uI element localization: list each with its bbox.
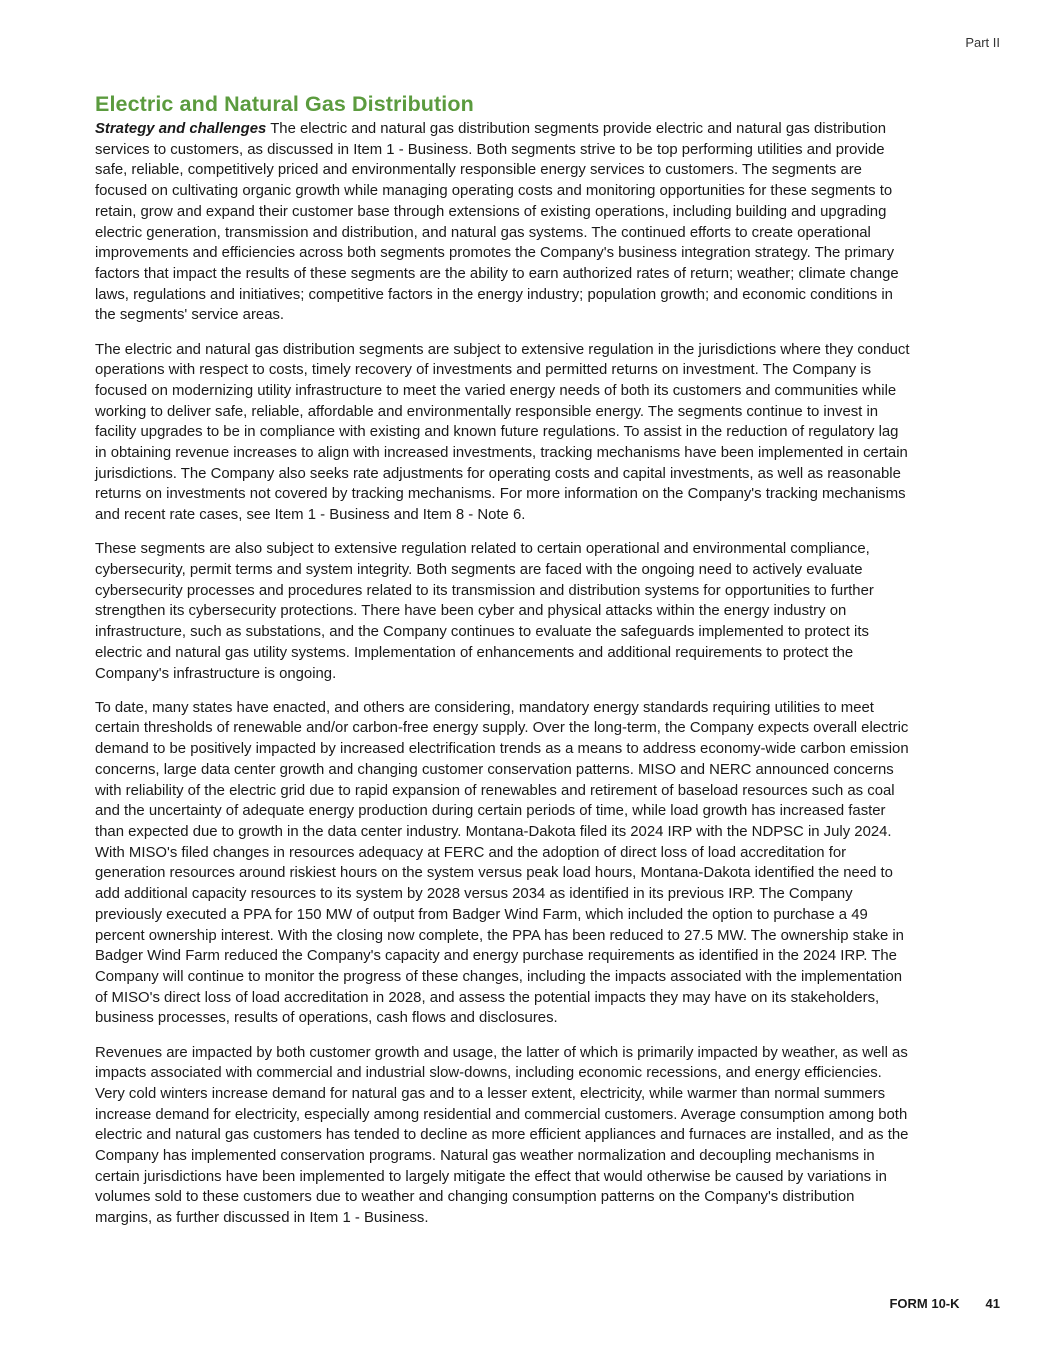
text-line: generation resources around riskiest hours on the system versus peak load hours, Montana-Dakota identified the need to — [95, 865, 893, 882]
text-line: volumes sold to these customers due to weather and changing consumption patterns on the Company's distribution — [95, 1189, 855, 1206]
text-line: focused on modernizing utility infrastructure to meet the varied energy needs of both its customers and communities while — [95, 382, 897, 399]
text-line: certain jurisdictions have been implemented to largely mitigate the effect that would otherwise be caused by variations in — [95, 1168, 887, 1185]
text-line: cybersecurity processes and procedures related to its transmission and distribution systems for opportunities to further — [95, 582, 874, 599]
text-line: margins, as further discussed in Item 1 - Business. — [95, 1210, 429, 1227]
page-footer — [863, 1296, 1000, 1311]
text-line: impacts associated with commercial and industrial slow-downs, including economic recessions, and energy efficiencies. — [95, 1065, 882, 1082]
text-line: business processes, results of operations, cash flows and disclosures. — [95, 1010, 558, 1027]
text-line: and the uncertainty of adequate energy production during certain periods of time, while load growth has increased faster — [95, 803, 886, 820]
text-line: add additional capacity resources to its system by 2028 versus 2034 as identified in its previous IRP. The Company — [95, 886, 853, 903]
text-line: electric and natural gas utility systems. Implementation of enhancements and additional requirements to protect the — [95, 644, 854, 661]
text-run: The electric and natural gas distribution segments provide electric and natural gas distribution — [270, 121, 887, 137]
text-line: focused on cultivating organic growth while managing operating costs and monitoring opportunities for these segments to — [95, 183, 893, 200]
text-line: Company will continue to monitor the progress of these changes, including the impacts associated with the implementation — [95, 968, 903, 985]
paragraph — [95, 119, 975, 326]
text-line: safe, reliable, competitively priced and environmentally responsible energy services to customers. The segments are — [95, 162, 862, 179]
text-line: To date, many states have enacted, and others are considering, mandatory energy standards requiring utilities to meet — [95, 699, 874, 716]
lead-in: Strategy and challenges — [95, 121, 267, 137]
text-line: than expected due to growth in the data center industry. Montana-Dakota filed its 2024 IRP with the NDPSC in July 2024. — [95, 824, 892, 840]
part-label: Part II — [965, 35, 1000, 50]
text-line: facility upgrades to be in compliance with existing and known future regulations. To assist in the reduction of regulatory lag — [95, 424, 899, 441]
paragraph — [95, 698, 975, 1029]
text-line: jurisdictions. The Company also seeks rate adjustments for operating costs and capital investments, as well as reasonable — [95, 465, 901, 482]
text-line: These segments are also subject to extensive regulation related to certain operational and environmental compliance, — [95, 541, 870, 558]
text-line: increase demand for electricity, especially among residential and commercial customers. Average consumption among both — [95, 1106, 908, 1123]
text-line: cybersecurity, permit terms and system integrity. Both segments are faced with the ongoing need to actively evaluate — [95, 562, 863, 579]
paragraph — [95, 539, 975, 684]
text-line: Badger Wind Farm reduced the Company's capacity and energy purchase requirements as identified in the 2024 IRP. The — [95, 948, 897, 965]
body-text — [95, 119, 975, 1242]
text-line: concerns, large data center growth and changing customer conservation patterns. MISO and NERC announced concerns — [95, 761, 894, 778]
text-line: in obtaining revenue increases to align with increased investments, tracking mechanisms have been implemented in certain — [95, 445, 908, 462]
text-line: of MISO's direct loss of load accreditation in 2028, and assess the potential impacts they may have on its stakeholders, — [95, 989, 880, 1006]
text-line: services to customers, as discussed in Item 1 - Business. Both segments strive to be top performing utilities and provide — [95, 141, 885, 158]
text-line: The electric and natural gas distribution segments are subject to extensive regulation in the jurisdictions where they conduct — [95, 341, 910, 358]
paragraph — [95, 1043, 975, 1229]
text-line: demand to be positively impacted by increased electrification trends as a means to address economy-wide carbon emission — [95, 741, 909, 758]
section-title: Electric and Natural Gas Distribution — [95, 92, 474, 116]
text-line: the segments' service areas. — [95, 307, 285, 324]
text-line: Company's infrastructure is ongoing. — [95, 665, 337, 682]
text-line: returns on investments not covered by tracking mechanisms. For more information on the Company's tracking mechanisms — [95, 486, 906, 503]
text-line: working to deliver safe, reliable, affordable and environmentally responsible energy. The segments continue to invest in — [95, 403, 879, 420]
text-line: Revenues are impacted by both customer growth and usage, the latter of which is primarily impacted by weather, as well as — [95, 1044, 908, 1061]
text-line: strengthen its cybersecurity protections. There have been cyber and physical attacks within the energy industry on — [95, 603, 847, 620]
text-line: operations with respect to costs, timely recovery of investments and permitted returns on investment. The Company is — [95, 362, 872, 379]
text-line: Very cold winters increase demand for natural gas and to a lesser extent, electricity, while warmer than normal summers — [95, 1085, 886, 1102]
text-line: With MISO's filed changes in resources adequacy at FERC and the adoption of direct loss of load accreditation for — [95, 844, 847, 861]
text-line: retain, grow and expand their customer base through extensions of existing operations, including building and upgrading — [95, 203, 887, 220]
text-line — [95, 119, 975, 140]
text-line: electric and natural gas customers has tended to decline as more efficient appliances and furnaces are installed, and as the — [95, 1127, 909, 1144]
text-line: previously executed a PPA for 150 MW of output from Badger Wind Farm, which included the option to purchase a 49 — [95, 906, 868, 923]
text-line: factors that impact the results of these segments are the ability to earn authorized rates of return; weather; climate change — [95, 265, 899, 282]
text-line: electric generation, transmission and distribution, and natural gas systems. The continued efforts to create operational — [95, 224, 871, 241]
text-line: certain thresholds of renewable and/or carbon-free energy supply. Over the long-term, the Company expects overall electric — [95, 720, 909, 737]
text-line: and recent rate cases, see Item 1 - Business and Item 8 - Note 6. — [95, 507, 526, 524]
page-number: 41 — [985, 1296, 1000, 1311]
form-label: FORM 10-K — [889, 1296, 960, 1311]
text-line: improvements and efficiencies across both segments promotes the Company's business integration strategy. The primary — [95, 245, 895, 262]
text-line: with reliability of the electric grid due to rapid expansion of renewables and retirement of baseload resources such as coal — [95, 782, 895, 799]
text-line: infrastructure, such as substations, and the Company continues to evaluate the safeguards implemented to protect its — [95, 624, 869, 641]
text-line: Company has implemented conservation programs. Natural gas weather normalization and decoupling mechanisms in — [95, 1148, 875, 1165]
text-line: laws, regulations and initiatives; competitive factors in the energy industry; population growth; and economic conditions in — [95, 286, 893, 303]
paragraph — [95, 340, 975, 526]
text-line: percent ownership interest. With the closing now complete, the PPA has been reduced to 27.5 MW. The ownership stake in — [95, 927, 904, 944]
